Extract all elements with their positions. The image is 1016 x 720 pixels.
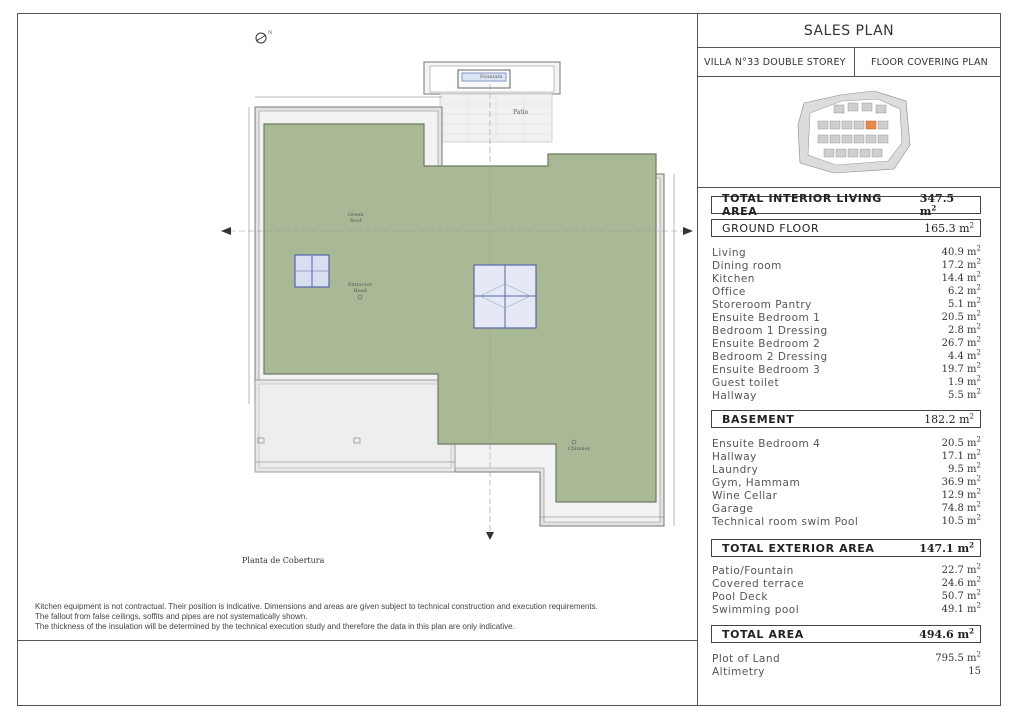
frame-divider-horizontal bbox=[17, 640, 698, 641]
area-row bbox=[712, 324, 981, 337]
ground-floor-rooms bbox=[712, 246, 981, 402]
site-location-map bbox=[698, 77, 1000, 188]
room-name: Hallway bbox=[712, 450, 757, 463]
area-row bbox=[712, 450, 981, 463]
room-name: Ensuite Bedroom 4 bbox=[712, 437, 821, 450]
roof-plan-svg bbox=[18, 14, 696, 639]
total-interior-header bbox=[711, 192, 981, 218]
area-row bbox=[712, 652, 981, 665]
room-area: 15 bbox=[968, 666, 981, 677]
room-area: 5.5 $m^2$ bbox=[947, 387, 981, 401]
room-name: Laundry bbox=[712, 463, 759, 476]
area-row bbox=[712, 476, 981, 489]
area-row bbox=[712, 389, 981, 402]
room-name: Ensuite Bedroom 2 bbox=[712, 337, 821, 350]
room-area: 14.4 $m^2$ bbox=[941, 270, 981, 284]
area-row bbox=[712, 311, 981, 324]
area-row bbox=[712, 363, 981, 376]
room-name: Ensuite Bedroom 1 bbox=[712, 311, 821, 324]
total-exterior-value: 147.1 $m^2$ bbox=[919, 539, 974, 555]
area-row bbox=[712, 350, 981, 363]
site-map-svg bbox=[794, 85, 912, 177]
room-name: Storeroom Pantry bbox=[712, 298, 812, 311]
note-line: Kitchen equipment is not contractual. Their position is indicative. Dimensions and areas are given subject to technical construction and execution requirements. bbox=[35, 602, 598, 611]
room-name: Pool Deck bbox=[712, 590, 768, 603]
exterior-rooms bbox=[712, 564, 981, 616]
sheet-title: SALES PLAN bbox=[698, 14, 1000, 48]
room-name: Bedroom 2 Dressing bbox=[712, 350, 828, 363]
room-name: Dining room bbox=[712, 259, 782, 272]
basement-value: 182.2 $m^2$ bbox=[924, 411, 974, 426]
area-row bbox=[712, 259, 981, 272]
total-area-value: 494.6 $m^2$ bbox=[919, 625, 974, 641]
note-line: The fallout from false ceilings, soffits and pipes are not systematically shown. bbox=[35, 612, 308, 621]
area-row bbox=[712, 376, 981, 389]
basement-rooms bbox=[712, 437, 981, 528]
total-interior-label: TOTAL INTERIOR LIVING AREA bbox=[722, 192, 882, 218]
room-name: Kitchen bbox=[712, 272, 755, 285]
area-row bbox=[712, 577, 981, 590]
room-area: 12.9 $m^2$ bbox=[941, 487, 981, 501]
area-row bbox=[712, 665, 981, 678]
basement-label: BASEMENT bbox=[722, 412, 795, 426]
room-area: 49.1 $m^2$ bbox=[941, 601, 981, 615]
room-area: 6.2 $m^2$ bbox=[947, 283, 981, 297]
plan-type: FLOOR COVERING PLAN bbox=[871, 56, 988, 68]
area-row bbox=[712, 298, 981, 311]
room-area: 17.2 $m^2$ bbox=[941, 257, 981, 271]
room-name: Hallway bbox=[712, 389, 757, 402]
total-area-header bbox=[711, 625, 981, 643]
basement-header bbox=[711, 410, 981, 428]
room-name: Guest toilet bbox=[712, 376, 780, 389]
villa-name: VILLA N°33 DOUBLE STOREY bbox=[698, 48, 855, 76]
plan-title: Planta de Cobertura bbox=[242, 556, 325, 565]
plot-info bbox=[712, 652, 981, 678]
skylight-small bbox=[295, 255, 329, 287]
north-arrow-icon bbox=[256, 33, 266, 43]
room-area: 19.7 $m^2$ bbox=[941, 361, 981, 375]
room-area: 50.7 $m^2$ bbox=[941, 588, 981, 602]
room-name: Altimetry bbox=[712, 665, 765, 678]
room-area: 22.7 $m^2$ bbox=[941, 562, 981, 576]
disclaimer-notes bbox=[35, 602, 685, 632]
room-name: Wine Cellar bbox=[712, 489, 778, 502]
area-row bbox=[712, 489, 981, 502]
note-line: The thickness of the insulation will be determined by the technical execution study and therefore the data in this plan are only indicative. bbox=[35, 622, 515, 631]
room-name: Covered terrace bbox=[712, 577, 805, 590]
villa-highlight-plot bbox=[866, 121, 876, 129]
room-name: Patio/Fountain bbox=[712, 564, 794, 577]
ground-floor-value: 165.3 $m^2$ bbox=[924, 220, 974, 235]
green-roof-label: Green Roof bbox=[348, 212, 364, 224]
room-name: Plot of Land bbox=[712, 652, 781, 665]
room-name: Bedroom 1 Dressing bbox=[712, 324, 828, 337]
extractor-hood-label: Extractor Hood bbox=[348, 282, 373, 294]
room-name: Office bbox=[712, 285, 746, 298]
ground-floor-header bbox=[711, 219, 981, 237]
fountain-label: Fountain bbox=[480, 74, 503, 80]
room-name: Technical room swim Pool bbox=[712, 515, 859, 528]
room-area: 20.5 $m^2$ bbox=[941, 309, 981, 323]
room-area: 795.5 $m^2$ bbox=[935, 650, 981, 664]
total-exterior-label: TOTAL EXTERIOR AREA bbox=[722, 541, 875, 555]
room-area: 10.5 $m^2$ bbox=[941, 513, 981, 527]
ground-floor-label: GROUND FLOOR bbox=[722, 221, 820, 235]
area-row bbox=[712, 272, 981, 285]
room-area: 2.8 $m^2$ bbox=[947, 322, 981, 336]
room-area: 9.5 $m^2$ bbox=[947, 461, 981, 475]
area-row bbox=[712, 337, 981, 350]
total-exterior-header bbox=[711, 539, 981, 557]
room-area: 17.1 $m^2$ bbox=[941, 448, 981, 462]
area-row bbox=[712, 564, 981, 577]
room-area: 36.9 $m^2$ bbox=[941, 474, 981, 488]
room-area: 1.9 $m^2$ bbox=[947, 374, 981, 388]
skylight-large bbox=[474, 265, 536, 328]
room-name: Gym, Hammam bbox=[712, 476, 801, 489]
roof-outline bbox=[255, 107, 664, 526]
total-area-label: TOTAL AREA bbox=[722, 627, 804, 641]
room-name: Swimming pool bbox=[712, 603, 800, 616]
room-area: 26.7 $m^2$ bbox=[941, 335, 981, 349]
room-area: 20.5 $m^2$ bbox=[941, 435, 981, 449]
chimney-label: Chimney bbox=[568, 446, 591, 452]
total-interior-value: 347.5 $m^2$ bbox=[919, 192, 955, 218]
room-name: Ensuite Bedroom 3 bbox=[712, 363, 821, 376]
area-row bbox=[712, 502, 981, 515]
area-row bbox=[712, 463, 981, 476]
room-area: 74.8 $m^2$ bbox=[941, 500, 981, 514]
room-area: 4.4 $m^2$ bbox=[947, 348, 981, 362]
room-name: Garage bbox=[712, 502, 754, 515]
room-name: Living bbox=[712, 246, 747, 259]
area-row bbox=[712, 246, 981, 259]
room-area: 24.6 $m^2$ bbox=[941, 575, 981, 589]
area-row bbox=[712, 285, 981, 298]
area-row bbox=[712, 515, 981, 528]
roof-plan-drawing bbox=[18, 14, 696, 639]
room-area: 40.9 $m^2$ bbox=[941, 244, 981, 258]
sheet-subheader bbox=[698, 48, 1000, 77]
area-row bbox=[712, 437, 981, 450]
north-label: N bbox=[268, 30, 273, 36]
area-row bbox=[712, 590, 981, 603]
patio-label: Patio bbox=[513, 109, 529, 116]
room-area: 5.1 $m^2$ bbox=[947, 296, 981, 310]
area-row bbox=[712, 603, 981, 616]
